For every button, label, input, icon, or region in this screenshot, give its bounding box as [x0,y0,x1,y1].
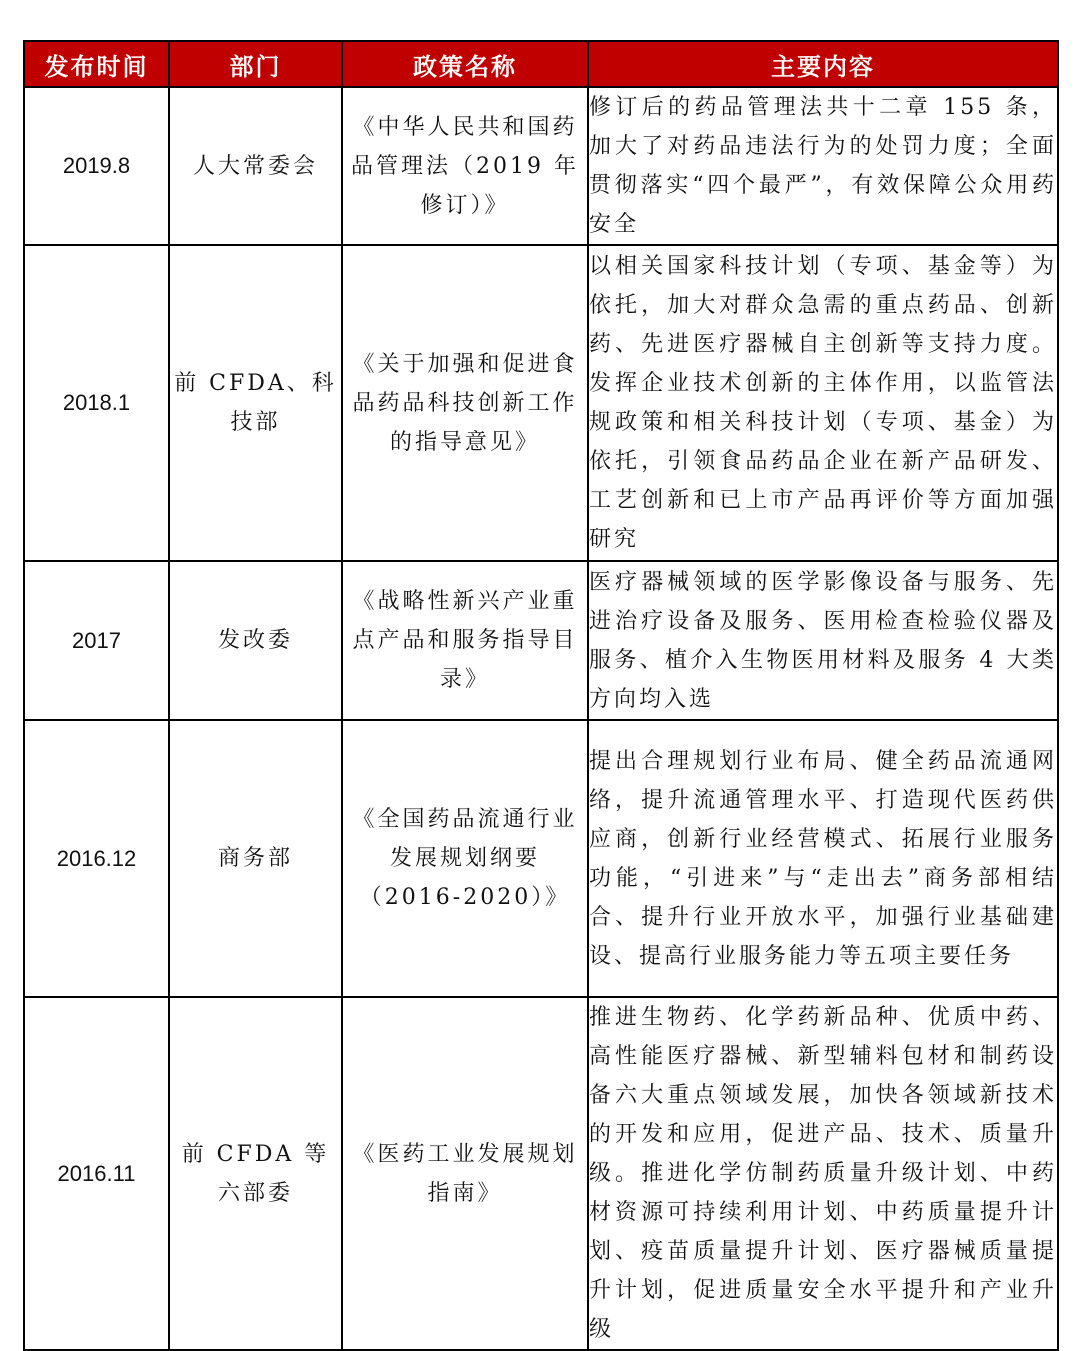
row-date: 2016.11 [24,997,169,1350]
header-policy-name: 政策名称 [342,41,588,87]
row-main-content: 提出合理规划行业布局、健全药品流通网络，提升流通管理水平、打造现代医药供应商，创新行业经营模式、拓展行业服务功能，“引进来”与“走出去”商务部相结合、提升行业开放水平，加强行业基础建设、提高行业服务能力等五项主要任务 [588,720,1058,997]
row-policy-name: 《关于加强和促进食品药品科技创新工作的指导意见》 [342,245,588,561]
header-date: 发布时间 [24,41,169,87]
policy-table [23,40,1059,1351]
row-policy-name: 《全国药品流通行业发展规划纲要（2016-2020）》 [342,720,588,997]
row-date: 2019.8 [24,87,169,245]
row-main-content: 以相关国家科技计划（专项、基金等）为 依托，加大对群众急需的重点药品、创新药、先进医疗器械自主创新等支持力度。发挥企业技术创新的主体作用，以监管法规政策和相关科技计划（专项、基金）为依托，引领食品药品企业在新产品研发、工艺创新和已上市产品再评价等方面加强研究 [588,245,1058,561]
row-main-content: 推进生物药、化学药新品种、优质中药、高性能医疗器械、新型辅料包材和制药设备六大重点领域发展，加快各领域新技术的开发和应用，促进产品、技术、质量升级。推进化学仿制药质量升级计划、中药材资源可持续利用计划、中药质量提升计划、疫苗质量提升计划、医疗器械质量提升计划，促进质量安全水平提升和产业升级 [588,997,1058,1350]
table-row [24,997,1058,1350]
row-department: 发改委 [169,561,342,720]
table-row [24,561,1058,720]
row-department: 前 CFDA 等六部委 [169,997,342,1350]
row-policy-name: 《战略性新兴产业重点产品和服务指导目录》 [342,561,588,720]
row-date: 2017 [24,561,169,720]
row-department: 人大常委会 [169,87,342,245]
header-main-content: 主要内容 [588,41,1058,87]
row-main-content: 医疗器械领域的医学影像设备与服务、先进治疗设备及服务、医用检查检验仪器及服务、植介入生物医用材料及服务 4 大类方向均入选 [588,561,1058,720]
header-department: 部门 [169,41,342,87]
row-date: 2016.12 [24,720,169,997]
header-row [24,41,1058,87]
row-department: 前 CFDA、科技部 [169,245,342,561]
row-policy-name: 《医药工业发展规划指南》 [342,997,588,1350]
row-main-content: 修订后的药品管理法共十二章 155 条，加大了对药品违法行为的处罚力度；全面贯彻落实“四个最严”，有效保障公众用药安全 [588,87,1058,245]
row-date: 2018.1 [24,245,169,561]
table-row [24,87,1058,245]
table-row [24,720,1058,997]
row-department: 商务部 [169,720,342,997]
row-policy-name: 《中华人民共和国药品管理法（2019 年修订）》 [342,87,588,245]
table-row [24,245,1058,561]
